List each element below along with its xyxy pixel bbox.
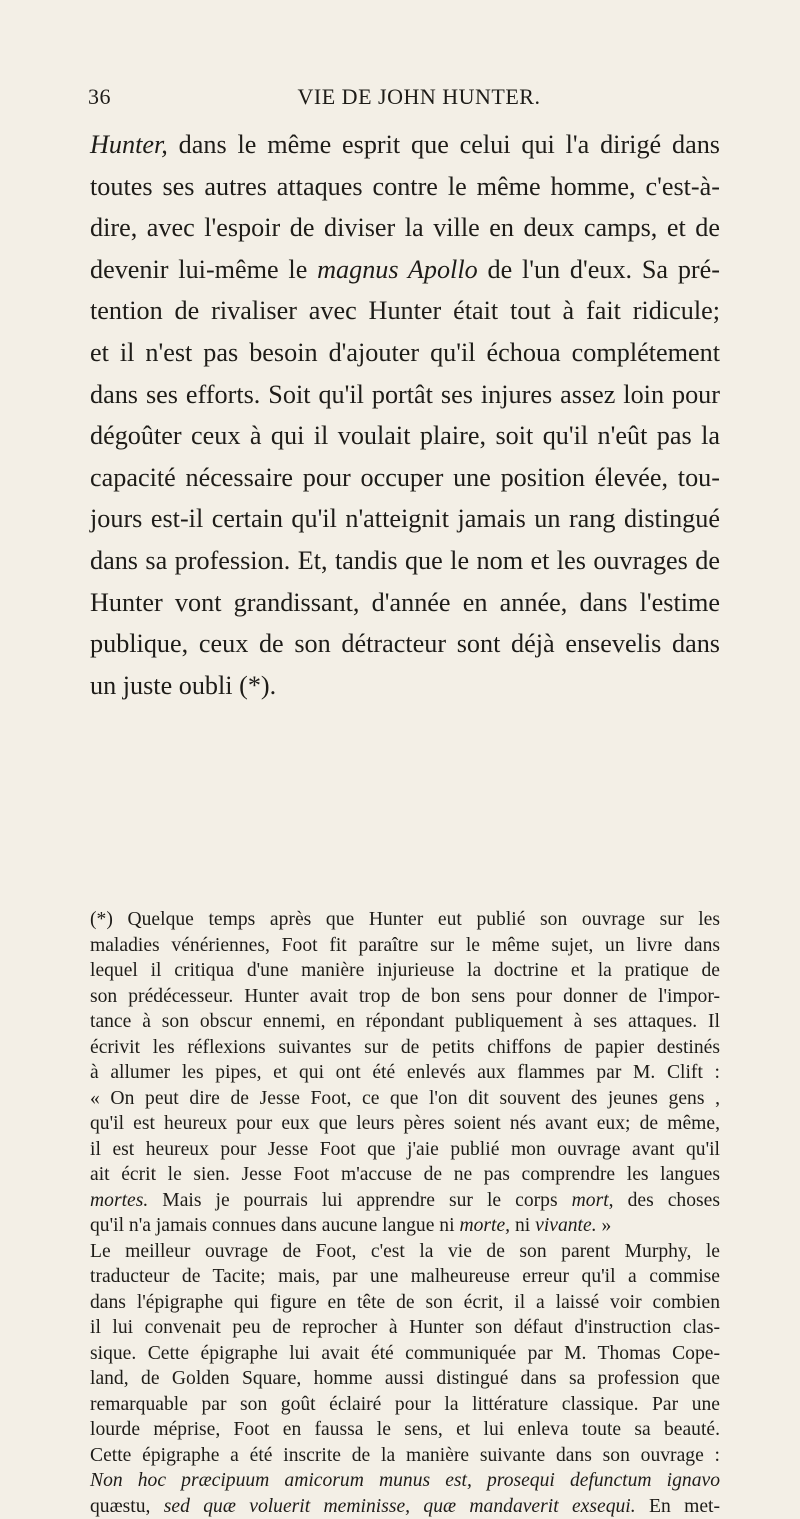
text-run: Cette épigraphe a été inscrite de la manière suivante dans son ouvrage : — [90, 1445, 720, 1466]
text-run: tance à son obscur ennemi, en répondant publiquement à ses attaques. Il — [90, 1011, 720, 1032]
footnote-line — [90, 984, 720, 1010]
text-run: il est heureux pour Jesse Foot que j'aie publié mon ouvrage avant qu'il — [90, 1139, 720, 1160]
footnote-line — [90, 1060, 720, 1086]
main-text — [90, 124, 720, 706]
footnote-line — [90, 1315, 720, 1341]
text-run: Hunter vont grandissant, d'année en année, dans l'estime — [90, 588, 720, 617]
text-run: dégoûter ceux à qui il voulait plaire, soit qu'il n'eût pas la — [90, 421, 720, 450]
footnote-line — [90, 1417, 720, 1443]
text-run: de l'un d'eux. Sa pré- — [478, 255, 720, 284]
text-run: et il n'est pas besoin d'ajouter qu'il échoua complétement — [90, 338, 720, 367]
text-run: » — [597, 1215, 612, 1236]
body-line — [90, 290, 720, 332]
text-run: dans le même esprit que celui qui l'a dirigé dans — [168, 130, 720, 159]
body-line — [90, 249, 720, 291]
footnote-line — [90, 1188, 720, 1214]
footnote-line — [90, 1443, 720, 1469]
text-run: dans l'épigraphe qui figure en tête de son écrit, il a laissé voir combien — [90, 1292, 720, 1313]
text-run: (*) Quelque temps après que Hunter eut publié son ouvrage sur les — [90, 909, 720, 930]
body-line — [90, 332, 720, 374]
body-line — [90, 457, 720, 499]
text-run: devenir lui-même le — [90, 255, 317, 284]
text-run: dans ses efforts. Soit qu'il portât ses injures assez loin pour — [90, 380, 720, 409]
footnote-line — [90, 1035, 720, 1061]
body-line — [90, 124, 720, 166]
text-run: publique, ceux de son détracteur sont déjà ensevelis dans — [90, 629, 720, 658]
text-run: tention de rivaliser avec Hunter était tout à fait ridicule; — [90, 296, 720, 325]
footnote-line — [90, 1494, 720, 1519]
text-run: qu'il est heureux pour eux que leurs pères soient nés avant eux; de même, — [90, 1113, 720, 1134]
text-run: écrivit les réflexions suivantes sur de petits chiffons de papier destinés — [90, 1037, 720, 1058]
running-head: VIE DE JOHN HUNTER. — [88, 84, 730, 110]
footnote-line — [90, 958, 720, 984]
text-run: traducteur de Tacite; mais, par une malheureuse erreur qu'il a commise — [90, 1266, 720, 1287]
text-run: qu'il n'a jamais connues dans aucune langue ni — [90, 1215, 459, 1236]
text-run: Mais je pourrais lui apprendre sur le corps — [148, 1190, 571, 1211]
footnote-line — [90, 1264, 720, 1290]
body-line — [90, 498, 720, 540]
body-line — [90, 207, 720, 249]
body-line — [90, 166, 720, 208]
italic-text: vivante. — [535, 1215, 596, 1236]
text-run: toutes ses autres attaques contre le même homme, c'est-à- — [90, 172, 720, 201]
footnote-line — [90, 1468, 720, 1494]
footnote-line — [90, 1366, 720, 1392]
footnote-line — [90, 1392, 720, 1418]
italic-text: sed quæ voluerit meminisse, quæ mandaverit exsequi. — [150, 1496, 635, 1517]
footnote-line — [90, 1341, 720, 1367]
text-run: lequel il critiqua d'une manière injurieuse la doctrine et la pratique de — [90, 960, 720, 981]
text-run: Le meilleur ouvrage de Foot, c'est la vie de son parent Murphy, le — [90, 1241, 720, 1262]
text-run: , des choses — [609, 1190, 720, 1211]
italic-text: Hunter, — [90, 130, 168, 159]
body-line — [90, 415, 720, 457]
text-run: dans sa profession. Et, tandis que le nom et les ouvrages de — [90, 546, 720, 575]
text-run: il lui convenait peu de reprocher à Hunter son défaut d'instruction clas- — [90, 1317, 720, 1338]
text-run: son prédécesseur. Hunter avait trop de bon sens pour donner de l'impor- — [90, 986, 720, 1007]
text-run: un juste oubli (*). — [90, 671, 276, 700]
italic-text: mortes. — [90, 1190, 148, 1211]
footnote-line — [90, 1137, 720, 1163]
body-line — [90, 665, 720, 707]
footnote-line — [90, 1111, 720, 1137]
footnote-line — [90, 933, 720, 959]
italic-text: magnus Apollo — [317, 255, 478, 284]
body-line — [90, 582, 720, 624]
italic-text: morte, — [459, 1215, 510, 1236]
footnote-line — [90, 1009, 720, 1035]
text-run: sique. Cette épigraphe lui avait été communiquée par M. Thomas Cope- — [90, 1343, 720, 1364]
page-number: 36 — [88, 84, 111, 110]
text-run: à allumer les pipes, et qui ont été enlevés aux flammes par M. Clift : — [90, 1062, 720, 1083]
footnote-line — [90, 1239, 720, 1265]
footnote-line — [90, 1086, 720, 1112]
text-run: ait écrit le sien. Jesse Foot m'accuse de ne pas comprendre les langues — [90, 1164, 720, 1185]
footnote-line — [90, 1290, 720, 1316]
footnote-line — [90, 907, 720, 933]
text-run: jours est-il certain qu'il n'atteignit jamais un rang distingué — [90, 504, 720, 533]
text-run: dire, avec l'espoir de diviser la ville en deux camps, et de — [90, 213, 720, 242]
footnote — [90, 907, 720, 1519]
italic-text: mort — [572, 1190, 609, 1211]
text-run: maladies vénériennes, Foot fit paraître sur le même sujet, un livre dans — [90, 935, 720, 956]
text-run: land, de Golden Square, homme aussi distingué dans sa profession que — [90, 1368, 720, 1389]
body-line — [90, 374, 720, 416]
text-run: « On peut dire de Jesse Foot, ce que l'on dit souvent des jeunes gens , — [90, 1088, 720, 1109]
text-run: ni — [510, 1215, 535, 1236]
footnote-line — [90, 1213, 720, 1239]
body-line — [90, 623, 720, 665]
body-line — [90, 540, 720, 582]
page-header — [88, 84, 730, 114]
footnote-line — [90, 1162, 720, 1188]
text-run: remarquable par son goût éclairé pour la littérature classique. Par une — [90, 1394, 720, 1415]
italic-text: Non hoc præcipuum amicorum munus est, prosequi defunctum ignavo — [90, 1470, 720, 1491]
text-run: lourde méprise, Foot en faussa le sens, et lui enleva toute sa beauté. — [90, 1419, 720, 1440]
text-run: capacité nécessaire pour occuper une position élevée, tou- — [90, 463, 720, 492]
text-run: En met- — [636, 1496, 720, 1517]
text-run: quæstu, — [90, 1496, 150, 1517]
